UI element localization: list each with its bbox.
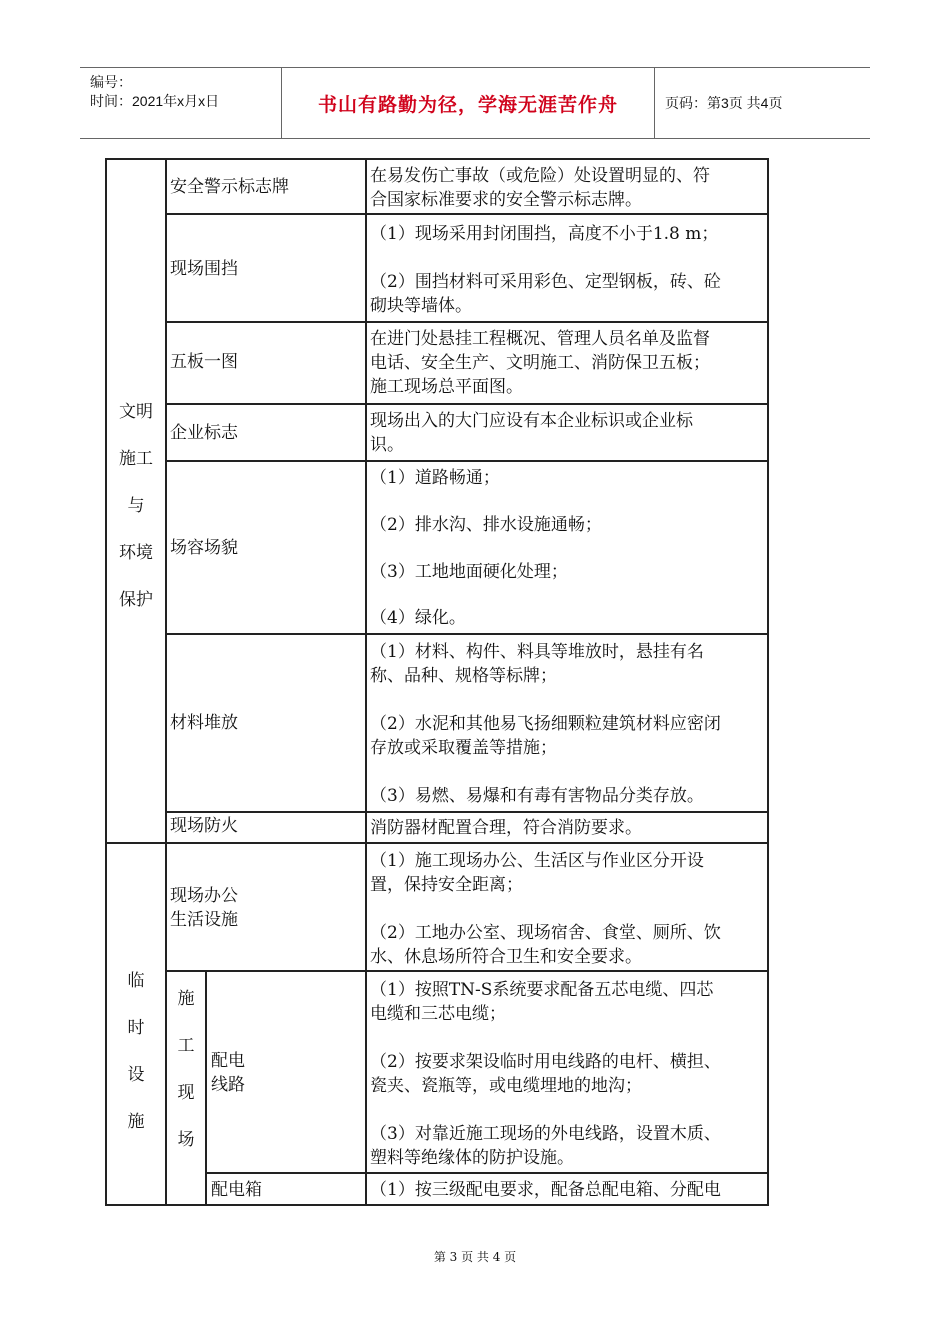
page-indicator: 页码：第3页 共4页 [665, 95, 783, 111]
table-border [105, 842, 769, 844]
content-line: 存放或采取覆盖等措施； [370, 738, 557, 758]
table-border [767, 158, 769, 1206]
content-line: 在易发伤亡事故（或危险）处设置明显的、符 [370, 166, 710, 186]
category-char: 临 [127, 971, 145, 991]
content-line: 施工现场总平面图。 [370, 377, 523, 397]
content-line: （2）排水沟、排水设施通畅； [370, 515, 602, 535]
table-border [165, 970, 769, 972]
item-label: 配电箱 [211, 1180, 262, 1200]
content-line: 水、休息场所符合卫生和安全要求。 [370, 947, 642, 967]
doc-number-label: 编号： [90, 74, 132, 90]
motto: 书山有路勤为径，学海无涯苦作舟 [317, 93, 618, 116]
item-label: 线路 [211, 1075, 245, 1095]
content-line: 砌块等墙体。 [370, 296, 472, 316]
category-char: 保护 [119, 590, 153, 610]
content-line: （3）对靠近施工现场的外电线路，设置木质、 [370, 1124, 721, 1144]
table-border [165, 403, 769, 405]
content-line: 瓷夹、瓷瓶等，或电缆埋地的地沟； [370, 1076, 642, 1096]
table-border [105, 1204, 769, 1206]
content-line: 置，保持安全距离； [370, 875, 523, 895]
table-border [105, 158, 107, 1206]
item-label: 材料堆放 [170, 713, 238, 733]
category-char: 与 [127, 496, 145, 516]
content-line: 识。 [370, 435, 404, 455]
table-border [105, 158, 769, 160]
content-line: 称、品种、规格等标牌； [370, 666, 557, 686]
content-line: （1）按三级配电要求，配备总配电箱、分配电 [370, 1180, 721, 1200]
table-border [165, 811, 769, 813]
content-line: 合国家标准要求的安全警示标志牌。 [370, 190, 642, 210]
subcategory-char: 工 [177, 1036, 195, 1056]
category-char: 文明 [119, 402, 153, 422]
content-line: （1）现场采用封闭围挡，高度不小于1.8 m； [370, 224, 719, 244]
item-label: 安全警示标志牌 [170, 177, 289, 197]
category-char: 施 [127, 1112, 145, 1132]
item-label: 五板一图 [170, 352, 238, 372]
content-line: 消防器材配置合理，符合消防要求。 [370, 818, 642, 838]
table-border [165, 633, 769, 635]
content-line: 在进门处悬挂工程概况、管理人员名单及监督 [370, 329, 710, 349]
item-label: 现场防火 [170, 816, 238, 836]
table-border [165, 321, 769, 323]
table-border [205, 1172, 769, 1174]
category-char: 环境 [119, 543, 153, 563]
category-char: 设 [127, 1065, 145, 1085]
content-line: （1）道路畅通； [370, 468, 500, 488]
content-line: （2）水泥和其他易飞扬细颗粒建筑材料应密闭 [370, 714, 721, 734]
header-meta [80, 68, 281, 138]
page-footer: 第 3 页 共 4 页 [433, 1250, 517, 1264]
content-line: （3）易燃、易爆和有毒有害物品分类存放。 [370, 786, 704, 806]
table-border [165, 213, 769, 215]
content-line: （4）绿化。 [370, 608, 466, 628]
table-border [165, 460, 769, 462]
header-page-cell [655, 68, 870, 138]
subcategory-char: 现 [177, 1083, 195, 1103]
subcategory-char: 场 [177, 1130, 195, 1150]
item-label: 场容场貌 [170, 538, 238, 558]
content-line: （3）工地地面硬化处理； [370, 562, 568, 582]
content-line: （2）按要求架设临时用电线路的电杆、横担、 [370, 1052, 721, 1072]
category-char: 施工 [119, 449, 153, 469]
content-line: （1）材料、构件、料具等堆放时，悬挂有名 [370, 642, 704, 662]
content-line: 电缆和三芯电缆； [370, 1004, 506, 1024]
content-line: （2）围挡材料可采用彩色、定型钢板，砖、砼 [370, 272, 721, 292]
item-label: 现场办公 [170, 886, 238, 906]
item-label: 企业标志 [170, 423, 238, 443]
content-line: 现场出入的大门应设有本企业标识或企业标 [370, 411, 693, 431]
item-label: 现场围挡 [170, 259, 238, 279]
subcategory-char: 施 [177, 989, 195, 1009]
item-label: 生活设施 [170, 910, 238, 930]
content-line: （1）施工现场办公、生活区与作业区分开设 [370, 851, 704, 871]
table-border [365, 158, 367, 1206]
item-label: 配电 [211, 1051, 245, 1071]
content-line: 电话、安全生产、文明施工、消防保卫五板； [370, 353, 710, 373]
content-line: （1）按照TN-S系统要求配备五芯电缆、四芯 [370, 980, 714, 1000]
content-line: （2）工地办公室、现场宿舍、食堂、厕所、饮 [370, 923, 721, 943]
content-line: 塑料等绝缘体的防护设施。 [370, 1148, 574, 1168]
page-header [80, 67, 870, 139]
doc-time-label: 时间：2021年x月x日 [90, 93, 220, 109]
category-char: 时 [127, 1018, 145, 1038]
header-motto-cell [281, 68, 655, 138]
